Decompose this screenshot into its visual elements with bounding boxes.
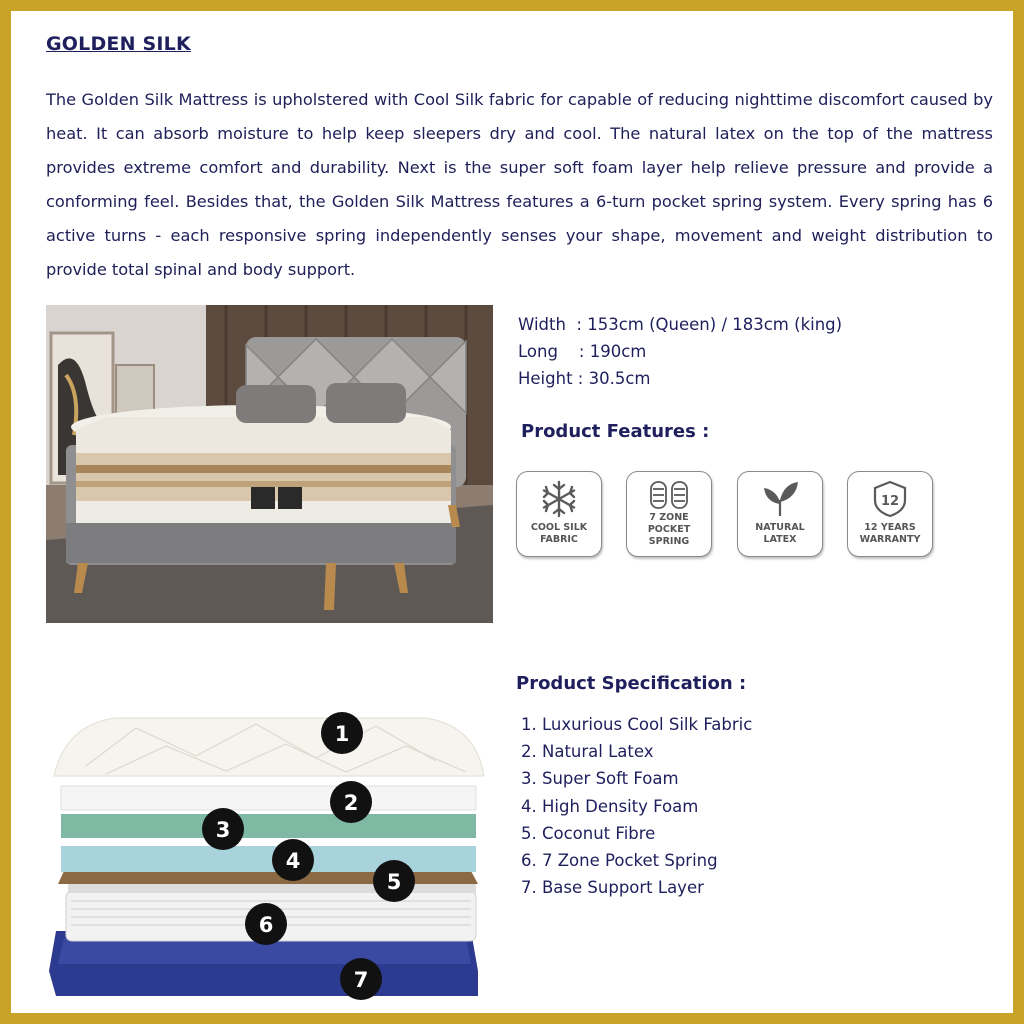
dimension-height: Height : 30.5cm <box>518 369 651 388</box>
warranty-shield-icon <box>871 480 909 518</box>
specification-item: 4. High Density Foam <box>521 796 699 816</box>
layer-number: 4 <box>285 849 301 873</box>
layer-number: 6 <box>258 913 274 937</box>
feature-caption-line: NATURAL <box>755 522 805 533</box>
specification-title: Product Specification : <box>516 673 747 694</box>
feature-caption-line: 7 ZONE <box>649 512 689 523</box>
feature-caption-line: COOL SILK <box>530 522 588 533</box>
feature-natural-latex <box>737 471 823 557</box>
feature-caption-line: WARRANTY <box>859 534 921 545</box>
dimensions-block <box>518 311 842 392</box>
feature-12-years-warranty <box>847 471 933 557</box>
layer-number: 3 <box>215 818 231 842</box>
warranty-badge-number: 12 <box>880 494 900 509</box>
specification-item: 5. Coconut Fibre <box>521 823 656 843</box>
specification-item: 1. Luxurious Cool Silk Fabric <box>521 715 753 734</box>
feature-cool-silk-fabric <box>516 471 602 557</box>
specification-item: 3. Super Soft Foam <box>521 769 679 789</box>
feature-caption-line: POCKET <box>647 524 691 535</box>
specification-list <box>521 711 752 901</box>
dimension-width: Width : 153cm (Queen) / 183cm (king) <box>518 315 843 334</box>
layer-number: 2 <box>343 791 359 815</box>
specification-item: 6. 7 Zone Pocket Spring <box>521 851 718 871</box>
feature-caption-line: 12 YEARS <box>864 522 916 533</box>
dimension-long: Long : 190cm <box>518 342 647 361</box>
feature-7-zone-pocket-spring <box>626 471 712 557</box>
layer-number: 1 <box>334 722 350 746</box>
feature-caption-line: FABRIC <box>540 534 578 545</box>
specification-item: 2. Natural Latex <box>521 742 654 762</box>
feature-caption-line: LATEX <box>763 534 797 545</box>
pocket-spring-icon <box>648 480 690 510</box>
specification-item: 7. Base Support Layer <box>521 878 704 898</box>
bedroom-photo <box>46 305 493 623</box>
layer-number: 7 <box>353 968 369 992</box>
page-title: GOLDEN SILK <box>46 33 191 55</box>
feature-caption-line: SPRING <box>648 536 690 547</box>
layer-number: 5 <box>386 870 402 894</box>
feature-icons <box>516 471 936 559</box>
leaf-icon <box>760 480 800 518</box>
snowflake-icon <box>540 480 578 518</box>
mattress-layers-diagram <box>46 706 491 1026</box>
features-title: Product Features : <box>521 421 710 442</box>
product-description: The Golden Silk Mattress is upholstered with Cool Silk fabric for capable of reducing nighttime discomfort caused by heat. It can absorb moisture to help keep sleepers dry and cool. The natural latex on the top of the mattress provides extreme comfort and durability. Next is the super soft foam layer help relieve pressure and provide a conforming feel. Besides that, the Golden Silk Mattress features a 6-turn pocket spring system. Every spring has 6 active turns - each responsive spring independently senses your shape, movement and weight distribution to provide total spinal and body support. <box>46 90 993 279</box>
